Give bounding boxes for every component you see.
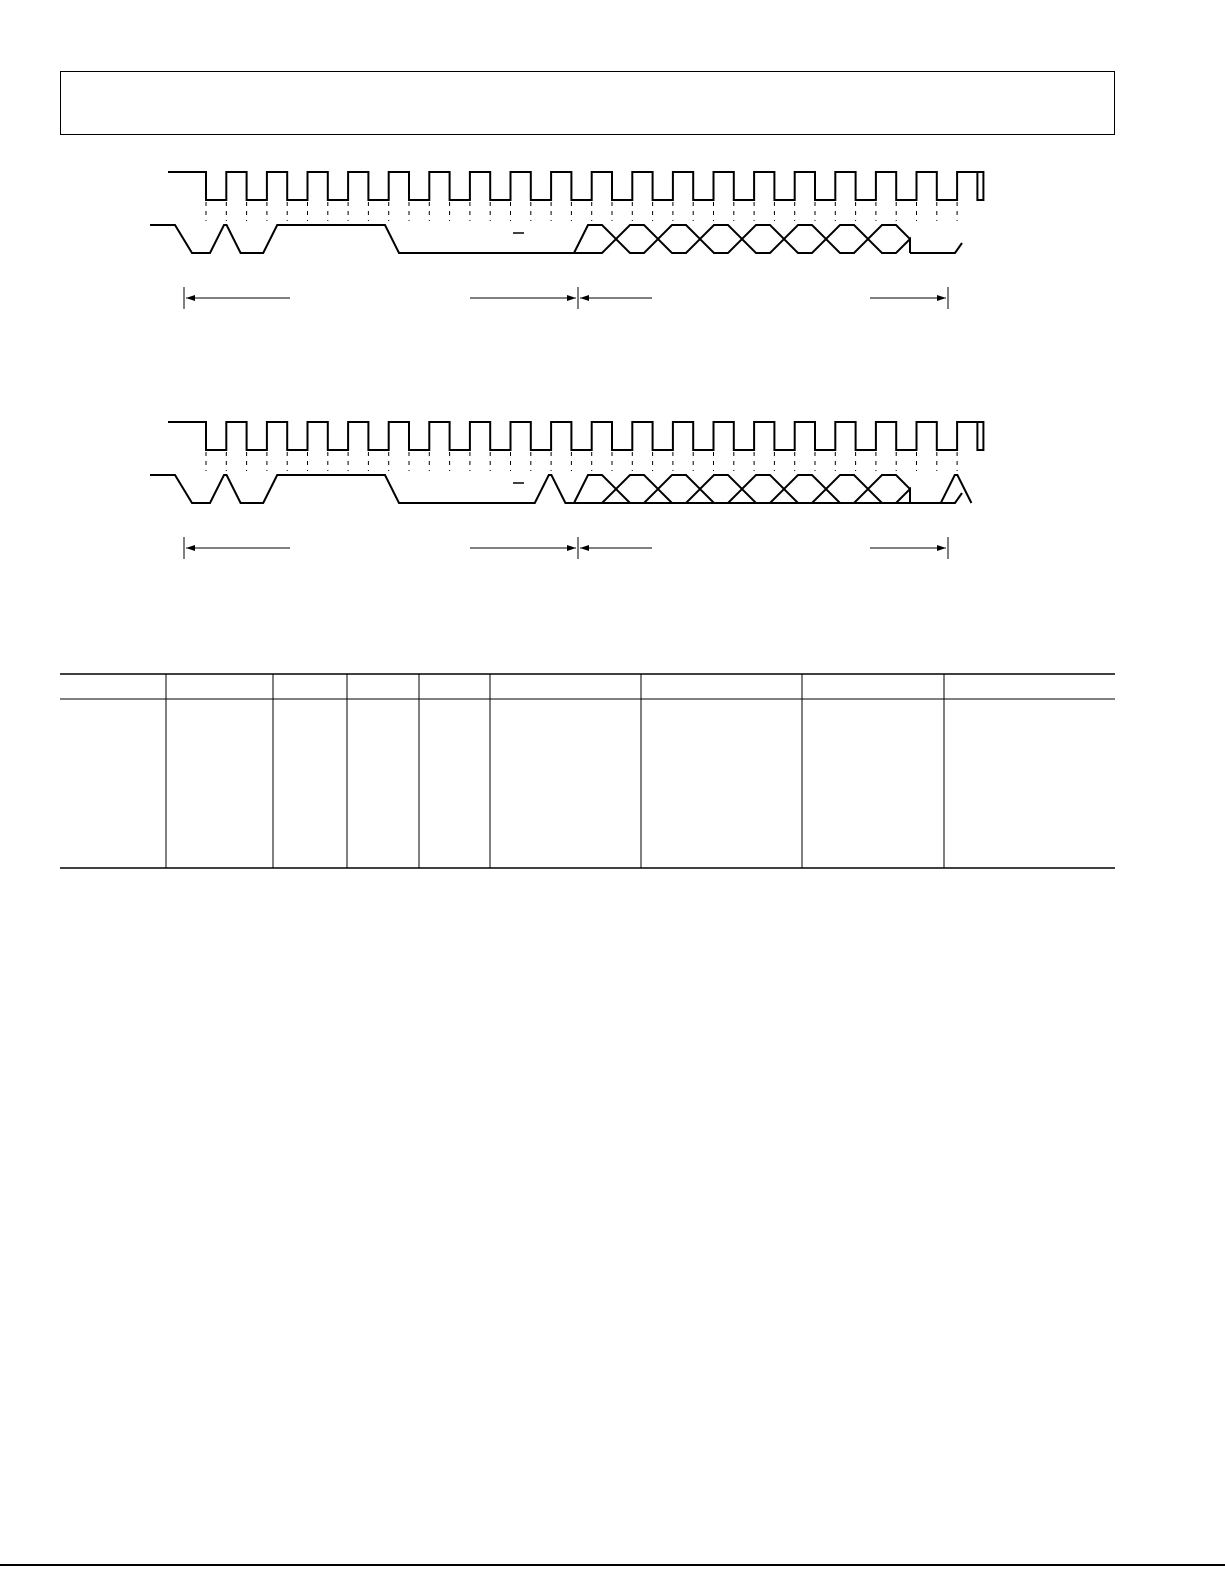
register-table xyxy=(60,673,1115,869)
timing-diagram-1 xyxy=(0,155,1225,315)
clock-waveform xyxy=(168,422,983,450)
bus-lower-edge xyxy=(574,489,910,503)
bus-trailing-edge xyxy=(910,493,962,503)
span-arrowhead xyxy=(937,295,946,301)
clock-waveform xyxy=(168,172,983,200)
span-arrowhead xyxy=(186,545,195,551)
span-arrowhead xyxy=(186,295,195,301)
table-column-dividers xyxy=(166,674,944,868)
span-arrowhead xyxy=(580,545,589,551)
page-bottom-rule xyxy=(0,1564,1225,1566)
timing-diagram-2 xyxy=(0,405,1225,565)
bus-trailing-edge xyxy=(910,243,962,253)
span-arrowhead xyxy=(567,545,576,551)
data-waveform xyxy=(150,475,971,503)
span-arrowhead xyxy=(567,295,576,301)
data-waveform xyxy=(150,225,588,253)
span-arrowhead xyxy=(937,545,946,551)
span-arrowhead xyxy=(580,295,589,301)
header-box xyxy=(60,71,1115,135)
bus-lower-edge xyxy=(574,239,910,253)
